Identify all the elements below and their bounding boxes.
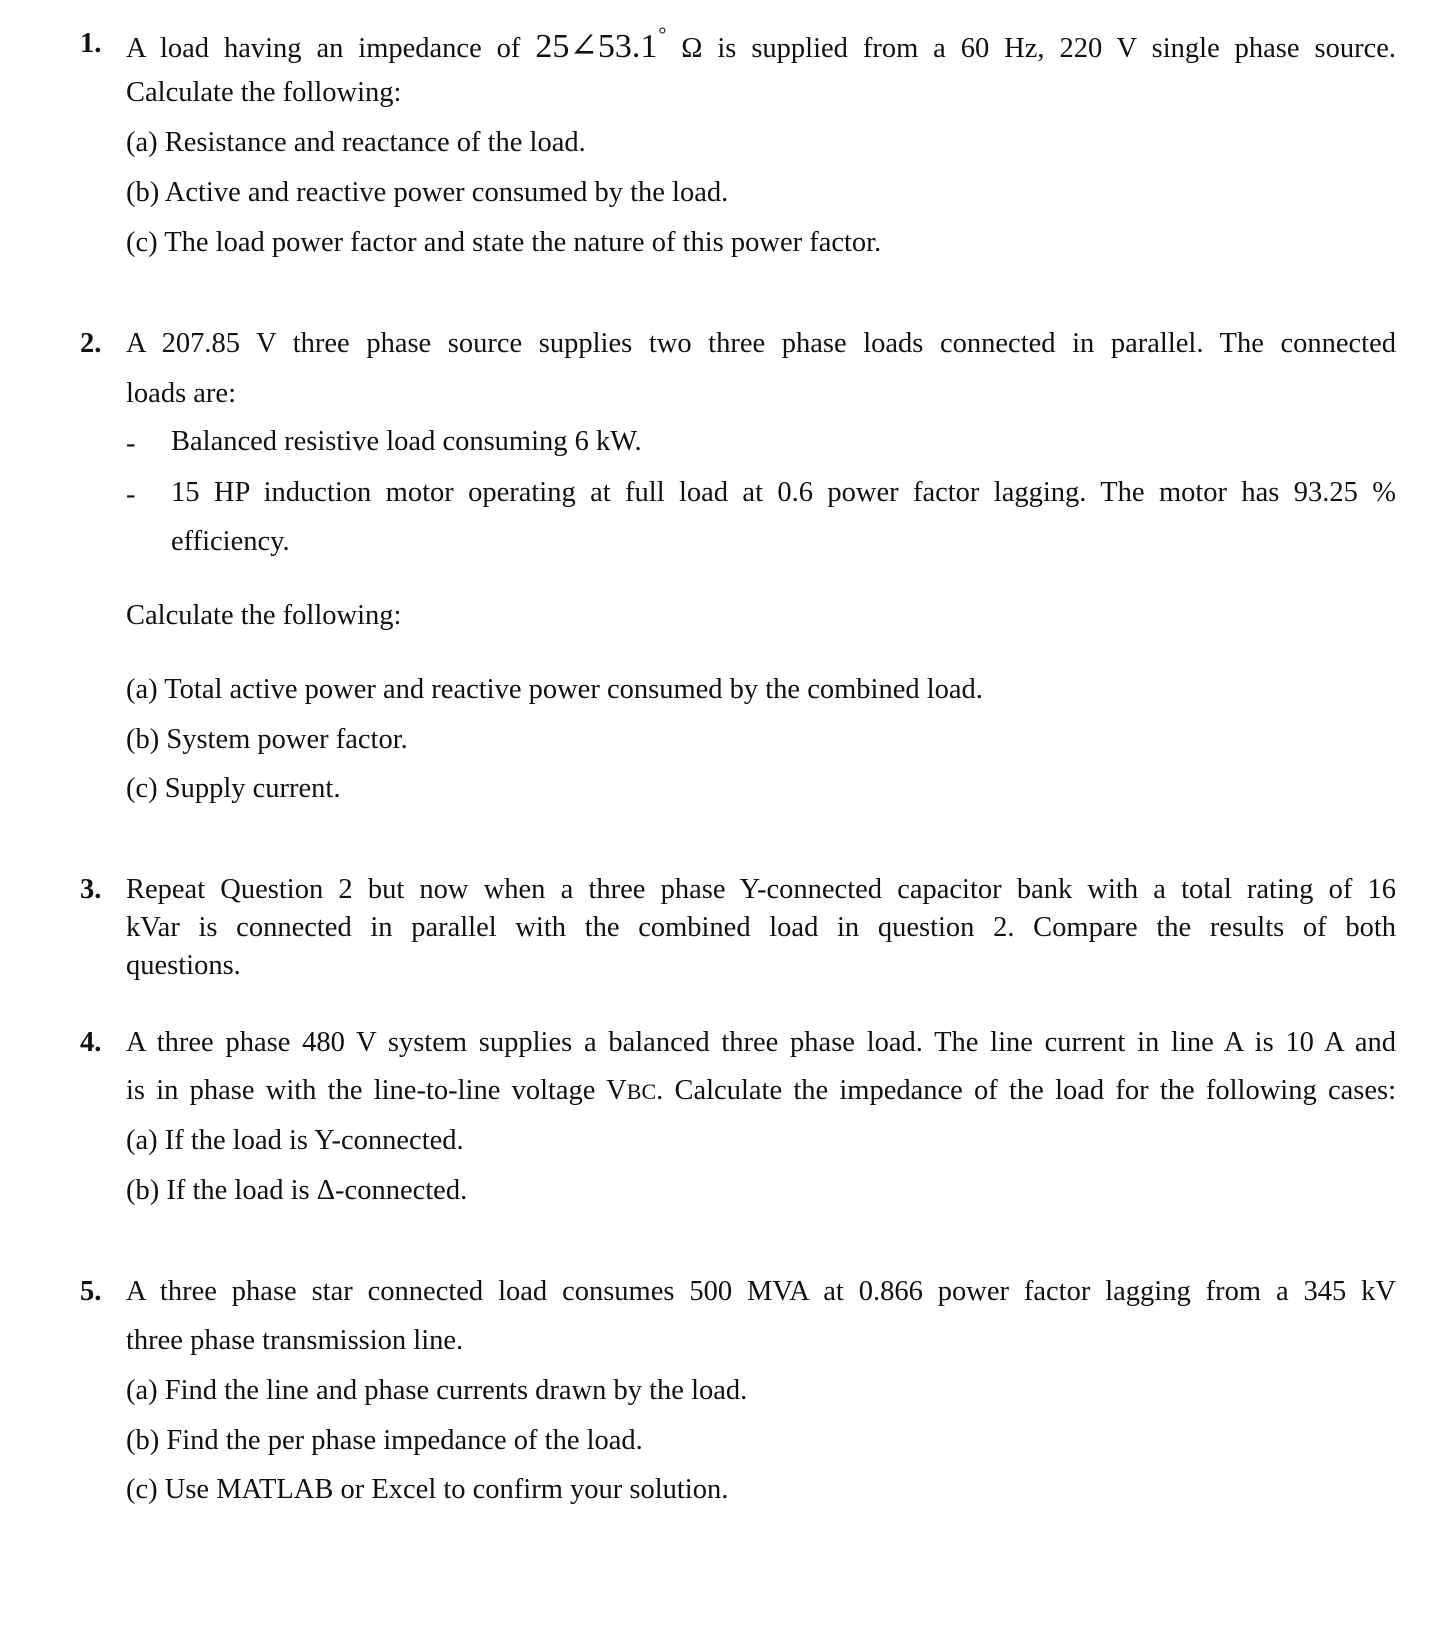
bullet-item: 15 HP induction motor operating at full load at 0.6 power factor lagging. The motor has 93.25 % (171, 477, 1396, 508)
question-5-part-b: (b) Find the per phase impedance of the load. (126, 1425, 643, 1456)
bullet-dash: - (126, 479, 136, 510)
question-5-part-a: (a) Find the line and phase currents drawn by the load. (126, 1375, 748, 1406)
question-1-part-c: (c) The load power factor and state the nature of this power factor. (126, 227, 882, 258)
question-1-part-a: (a) Resistance and reactance of the load. (126, 127, 586, 158)
question-5-line-1: A three phase star connected load consumes 500 MVA at 0.866 power factor lagging from a 345 kV (126, 1276, 1396, 1307)
question-3-line-3: questions. (126, 950, 241, 981)
question-5-part-c: (c) Use MATLAB or Excel to confirm your solution. (126, 1474, 729, 1505)
impedance-value: 25∠53.1 (535, 28, 658, 65)
question-1-line-2: Calculate the following: (126, 77, 402, 108)
question-2-part-c: (c) Supply current. (126, 773, 341, 804)
question-2-line-1: A 207.85 V three phase source supplies two three phase loads connected in parallel. The connected (126, 328, 1396, 359)
question-number: 3. (80, 874, 102, 905)
bullet-item: Balanced resistive load consuming 6 kW. (171, 426, 642, 457)
question-number: 2. (80, 328, 102, 359)
question-number: 4. (80, 1027, 102, 1058)
question-1-line-1: A load having an impedance of 25∠53.1° Ω is supplied from a 60 Hz, 220 V single phase source. (126, 24, 1396, 65)
question-4-part-b: (b) If the load is Δ-connected. (126, 1175, 468, 1206)
degree-symbol: ° (658, 24, 667, 46)
question-3-line-1: Repeat Question 2 but now when a three phase Y-connected capacitor bank with a total rating of 16 (126, 874, 1396, 905)
question-2-part-b: (b) System power factor. (126, 724, 408, 755)
question-4-part-a: (a) If the load is Y-connected. (126, 1125, 464, 1156)
question-1-part-b: (b) Active and reactive power consumed by the load. (126, 177, 729, 208)
voltage-subscript: BC (626, 1079, 657, 1104)
bullet-dash: - (126, 428, 136, 459)
question-2-part-a: (a) Total active power and reactive power consumed by the combined load. (126, 674, 983, 705)
question-number: 1. (80, 28, 102, 59)
bullet-item-continued: efficiency. (171, 526, 290, 557)
question-3-line-2: kVar is connected in parallel with the combined load in question 2. Compare the results of both (126, 912, 1396, 943)
question-4-line-1: A three phase 480 V system supplies a balanced three phase load. The line current in line A is 10 A and (126, 1027, 1396, 1058)
question-2-calc: Calculate the following: (126, 600, 402, 631)
question-number: 5. (80, 1276, 102, 1307)
question-2-line-2: loads are: (126, 378, 236, 409)
question-4-line-2: is in phase with the line-to-line voltage VBC. Calculate the impedance of the load for the following cases: (126, 1075, 1396, 1106)
question-5-line-2: three phase transmission line. (126, 1325, 464, 1356)
